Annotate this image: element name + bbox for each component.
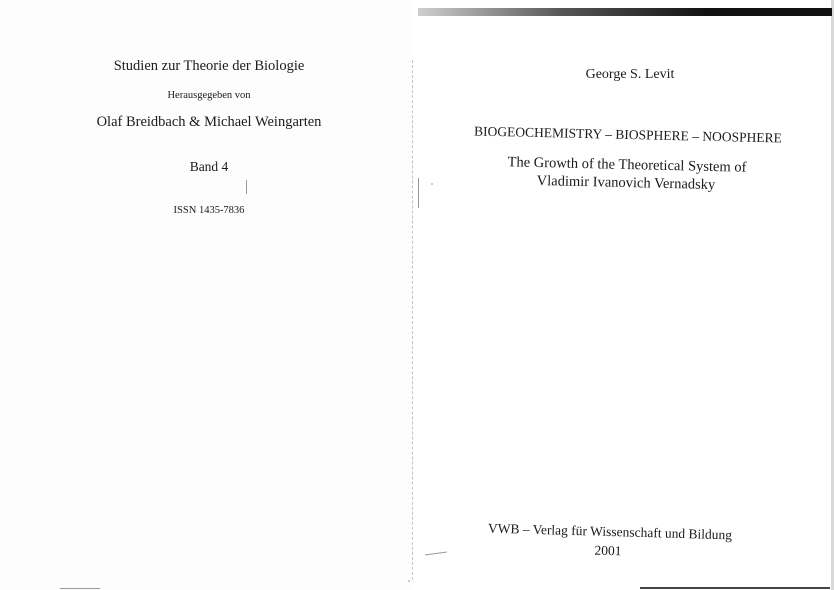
editors: Olaf Breidbach & Michael Weingarten xyxy=(96,114,322,130)
subtitle-line-2: Vladimir Ivanovich Vernadsky xyxy=(536,172,716,194)
publisher: VWB – Verlag für Wissenschaft und Bildung xyxy=(487,520,733,543)
scan-mark xyxy=(60,588,100,589)
scan-mark xyxy=(246,180,247,194)
series-title: Studien zur Theorie der Biologie xyxy=(113,58,305,74)
book-gutter xyxy=(412,60,414,580)
scan-mark xyxy=(640,587,830,589)
subtitle-line-1: The Growth of the Theoretical System of xyxy=(507,154,747,176)
author: George S. Levit xyxy=(585,67,675,82)
scan-speck xyxy=(431,183,433,185)
left-page xyxy=(0,0,414,590)
scan-mark xyxy=(418,178,419,208)
publication-year: 2001 xyxy=(594,542,622,559)
issn: ISSN 1435-7836 xyxy=(173,205,245,216)
volume-number: Band 4 xyxy=(189,159,229,174)
scan-speck xyxy=(408,580,410,582)
scan-shadow-bar xyxy=(418,8,832,16)
right-page xyxy=(414,0,834,590)
book-title: BIOGEOCHEMISTRY – BIOSPHERE – NOOSPHERE xyxy=(473,123,783,146)
editors-label: Herausgegeben von xyxy=(167,90,251,101)
